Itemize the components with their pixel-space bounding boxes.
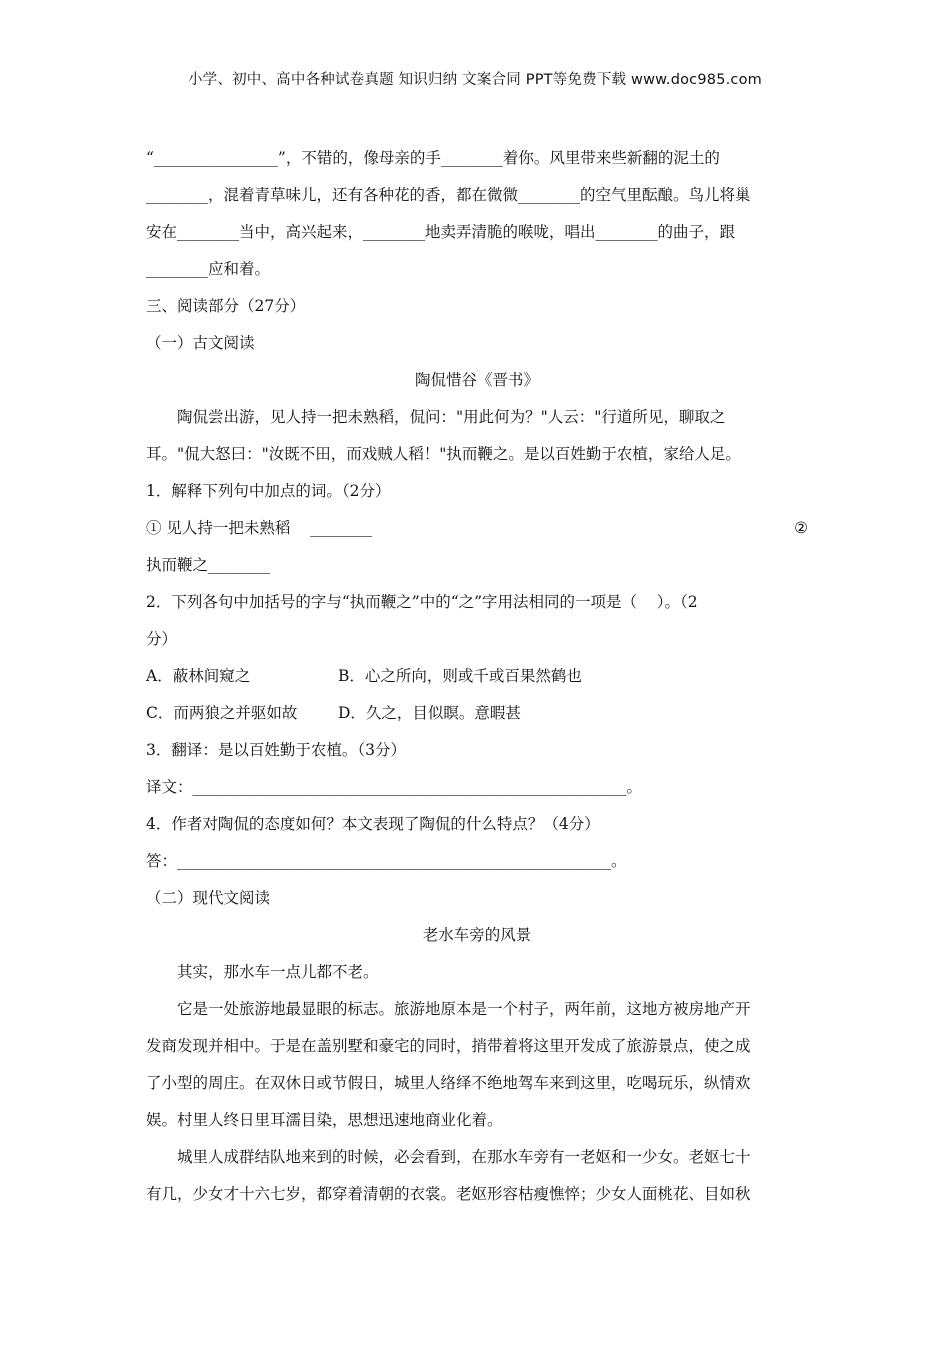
q1-item1: ① 见人持一把未熟稻 ________ — [146, 519, 373, 537]
q2-text-line-2: 分） — [146, 630, 178, 648]
part2-passage-line-3: 发商发现并相中。于是在盖别墅和豪宅的同时，捎带着将这里开发成了旅游景点，使之成 — [146, 1037, 751, 1055]
part2-passage-line-2: 它是一处旅游地最显眼的标志。旅游地原本是一个村子，两年前，这地方被房地产开 — [177, 1000, 751, 1018]
part1-passage-line-2: 耳。"侃大怒曰："汝既不田，而戏贼人稻！"执而鞭之。是以百姓勤于农植，家给人足。 — [146, 445, 741, 463]
part2-heading: （二）现代文阅读 — [146, 889, 271, 907]
q1-row — [146, 510, 808, 547]
part1-passage-line-1: 陶侃尝出游，见人持一把未熟稻，侃问："用此何为？"人云："行道所见，聊取之 — [177, 408, 726, 426]
q4-answer-line: 答：________________________________________________________。 — [146, 852, 627, 870]
page-header: 小学、初中、高中各种试卷真题 知识归纳 文案合同 PPT等免费下载 www.doc985.com — [187, 72, 763, 88]
q1-item2: 执而鞭之________ — [146, 556, 271, 574]
q2-option-a: A．蔽林间窥之 — [146, 667, 251, 685]
fill-line-3: 安在________当中，高兴起来，________地卖弄清脆的喉咙，唱出________的曲子，跟 — [146, 223, 736, 241]
q2-options-row-2 — [146, 695, 808, 732]
part2-passage-line-6: 城里人成群结队地来到的时候，必会看到，在那水车旁有一老妪和一少女。老妪七十 — [177, 1148, 751, 1166]
part1-heading: （一）古文阅读 — [146, 334, 255, 352]
part2-passage-line-4: 了小型的周庄。在双休日或节假日，城里人络绎不绝地驾车来到这里，吃喝玩乐，纵情欢 — [146, 1074, 751, 1092]
q2-options-row-1 — [146, 658, 808, 695]
q1-item2-mark: ② — [794, 519, 808, 537]
q4-text: 4．作者对陶侃的态度如何？本文表现了陶侃的什么特点？（4分） — [146, 815, 600, 833]
q3-answer-line: 译文：________________________________________________________。 — [146, 778, 643, 796]
fill-line-4: ________应和着。 — [146, 260, 271, 278]
section3-heading: 三、阅读部分（27分） — [146, 297, 306, 315]
part2-passage-line-7: 有几，少女才十六七岁，都穿着清朝的衣裳。老妪形容枯瘦憔悴；少女人面桃花、目如秋 — [146, 1185, 751, 1203]
part2-passage-line-5: 娱。村里人终日里耳濡目染，思想迅速地商业化着。 — [146, 1111, 503, 1129]
q2-text-line-1: 2．下列各句中加括号的字与“执而鞭之”中的“之”字用法相同的一项是（ ）。（2 — [146, 593, 698, 611]
document-body — [146, 140, 808, 1213]
q1-text: 1．解释下列句中加点的词。（2分） — [146, 482, 391, 500]
q2-option-c: C．而两狼之并驱如故 — [146, 704, 298, 722]
q2-option-d: D．久之，目似瞑。意暇甚 — [338, 704, 521, 722]
q2-option-b: B．心之所向，则或千或百果然鹤也 — [338, 667, 582, 685]
fill-line-1: “________________”，不错的，像母亲的手________着你。风里带来些新翻的泥土的 — [146, 149, 720, 167]
fill-line-2: ________，混着青草味儿，还有各种花的香，都在微微________的空气里酝酿。鸟儿将巢 — [146, 186, 751, 204]
part1-title: 陶侃惜谷《晋书》 — [414, 371, 539, 389]
part2-passage-line-1: 其实，那水车一点儿都不老。 — [177, 963, 379, 981]
part2-title: 老水车旁的风景 — [422, 926, 532, 944]
q3-text: 3．翻译：是以百姓勤于农植。（3分） — [146, 741, 406, 759]
